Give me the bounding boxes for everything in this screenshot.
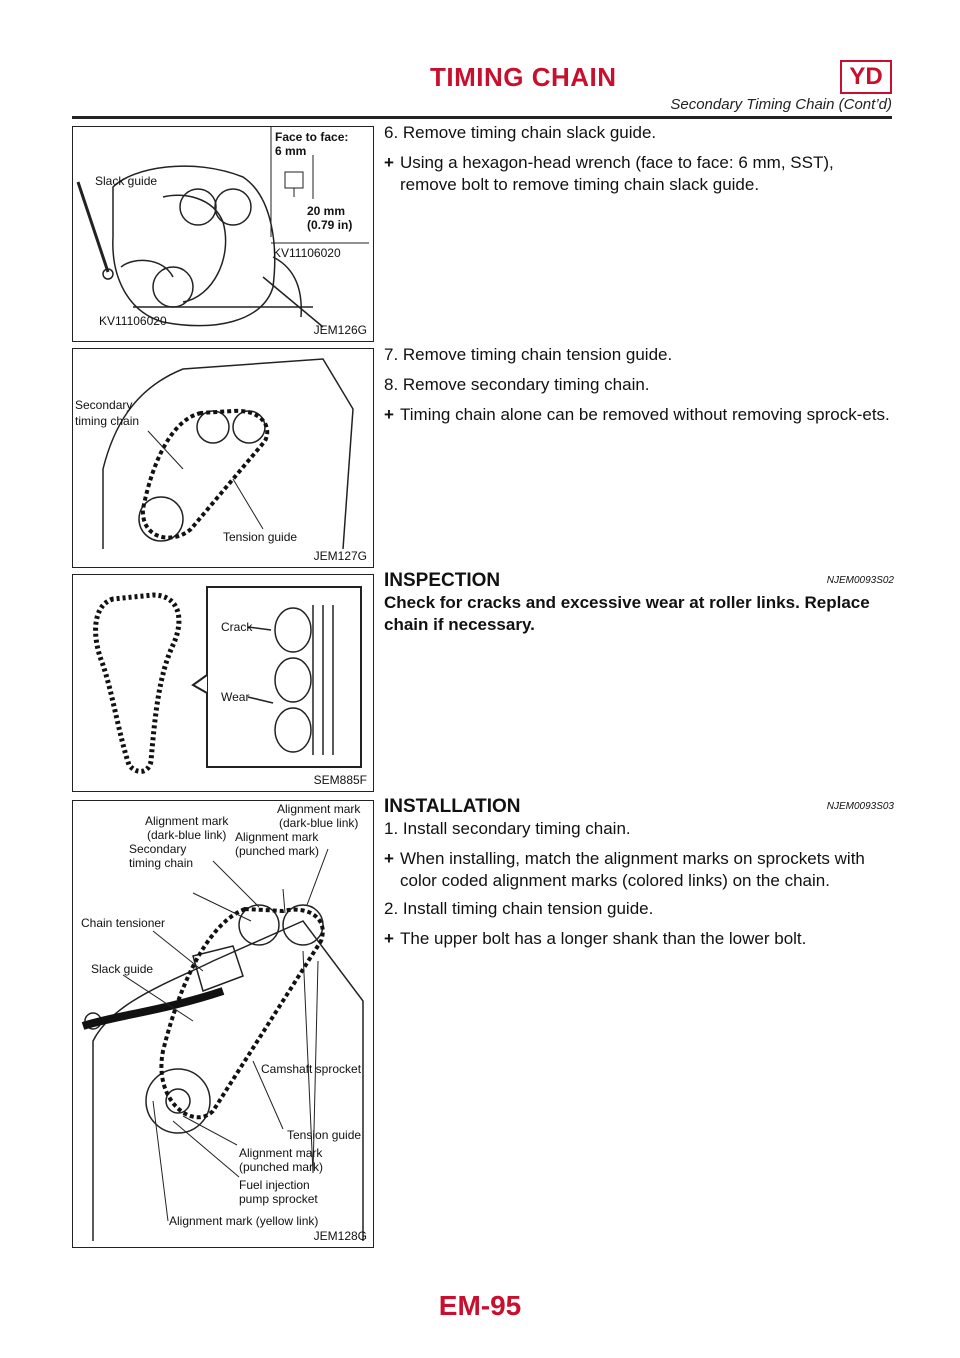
alignment-mark-label-2: Alignment mark	[277, 802, 361, 816]
inspection-id: NJEM0093S02	[826, 575, 894, 586]
slack-guide-label: Slack guide	[91, 962, 154, 976]
step-6-text: 6. Remove timing chain slack guide.	[384, 123, 657, 142]
page-subtitle: Secondary Timing Chain (Cont’d)	[670, 96, 892, 113]
secondary-label-1: Secondary	[75, 398, 133, 412]
installation-section	[384, 796, 894, 956]
installation-bullet-2	[384, 928, 894, 950]
bullet-icon: +	[384, 929, 394, 948]
alignment-mark-label-4: Alignment mark	[239, 1146, 323, 1160]
step-8-bullet-text: Timing chain alone can be removed without removing sprock-ets.	[400, 405, 890, 424]
figure-code: JEM127G	[313, 549, 367, 563]
figure-code: SEM885F	[313, 773, 367, 787]
figure-jem126g	[72, 126, 374, 342]
installation-step-1: 1. Install secondary timing chain.	[384, 819, 631, 838]
figure-jem127g	[72, 348, 374, 568]
page-title: TIMING CHAIN	[430, 62, 617, 92]
installation-id: NJEM0093S03	[826, 801, 894, 812]
step-7-8-block	[384, 344, 894, 432]
figure-jem128g	[72, 800, 374, 1248]
alignment-mark-label-3: Alignment mark	[235, 830, 319, 844]
tension-guide-label: Tension guide	[223, 530, 298, 544]
chain-inspection-illustration	[73, 575, 373, 791]
face-size-label: 6 mm	[275, 144, 307, 158]
tool-number-bottom: KV11106020	[99, 314, 167, 328]
installation-bullet-2-text: The upper bolt has a longer shank than the lower bolt.	[400, 929, 807, 948]
length-in-label: (0.79 in)	[307, 218, 353, 232]
installation-illustration	[73, 801, 373, 1247]
punched-mark-label-2: (punched mark)	[239, 1160, 324, 1174]
step-6-bullet-text: Using a hexagon-head wrench (face to face: 6 mm, SST), remove bolt to remove timing chain slack guide.	[400, 153, 834, 194]
inspection-heading-row	[384, 570, 894, 592]
inspection-body: Check for cracks and excessive wear at roller links. Replace chain if necessary.	[384, 593, 870, 634]
bullet-icon: +	[384, 153, 394, 172]
alignment-mark-label-1: Alignment mark	[145, 814, 229, 828]
secondary-label-2: timing chain	[75, 414, 140, 428]
tool-number-top: KV11106020	[273, 246, 341, 260]
engine-badge: YD	[840, 60, 892, 94]
dark-blue-link-label-2: (dark-blue link)	[279, 816, 359, 830]
bullet-icon: +	[384, 405, 394, 424]
inspection-heading: INSPECTION	[384, 570, 501, 591]
camshaft-sprocket-label: Camshaft sprocket	[261, 1062, 362, 1076]
punched-mark-label-1: (punched mark)	[235, 844, 320, 858]
installation-step-2: 2. Install timing chain tension guide.	[384, 899, 654, 918]
yellow-link-label: Alignment mark (yellow link)	[169, 1214, 319, 1228]
step-6-bullet	[384, 152, 894, 196]
header-rule	[72, 116, 892, 119]
crack-label: Crack	[221, 620, 253, 634]
step-6-block	[384, 122, 894, 202]
secondary-chain-label-1: Secondary	[129, 842, 187, 856]
installation-bullet-1-text: When installing, match the alignment marks on sprockets with color coded alignment marks (colored links) on the chain.	[400, 849, 865, 890]
slack-guide-label: Slack guide	[95, 174, 158, 188]
figure-code: JEM128G	[313, 1229, 367, 1243]
tension-guide-illustration	[73, 349, 373, 567]
installation-heading: INSTALLATION	[384, 796, 521, 817]
inspection-section	[384, 570, 894, 644]
length-label: 20 mm	[307, 204, 346, 218]
secondary-chain-label-2: timing chain	[129, 856, 194, 870]
figure-code: JEM126G	[313, 323, 367, 337]
dark-blue-link-label-1: (dark-blue link)	[147, 828, 227, 842]
bullet-icon: +	[384, 849, 394, 868]
face-to-face-label: Face to face:	[275, 130, 349, 144]
chain-tensioner-label: Chain tensioner	[81, 916, 166, 930]
tension-guide-label: Tension guide	[287, 1128, 362, 1142]
page-number: EM-95	[438, 1290, 522, 1321]
wear-label: Wear	[221, 690, 250, 704]
installation-bullet-1	[384, 848, 894, 892]
slack-guide-removal-illustration	[73, 127, 373, 341]
step-8-text: 8. Remove secondary timing chain.	[384, 375, 650, 394]
fuel-pump-label-2: pump sprocket	[239, 1192, 318, 1206]
installation-heading-row	[384, 796, 894, 818]
fuel-pump-label-1: Fuel injection	[239, 1178, 310, 1192]
figure-sem885f	[72, 574, 374, 792]
step-8-bullet	[384, 404, 894, 426]
step-7-text: 7. Remove timing chain tension guide.	[384, 345, 673, 364]
